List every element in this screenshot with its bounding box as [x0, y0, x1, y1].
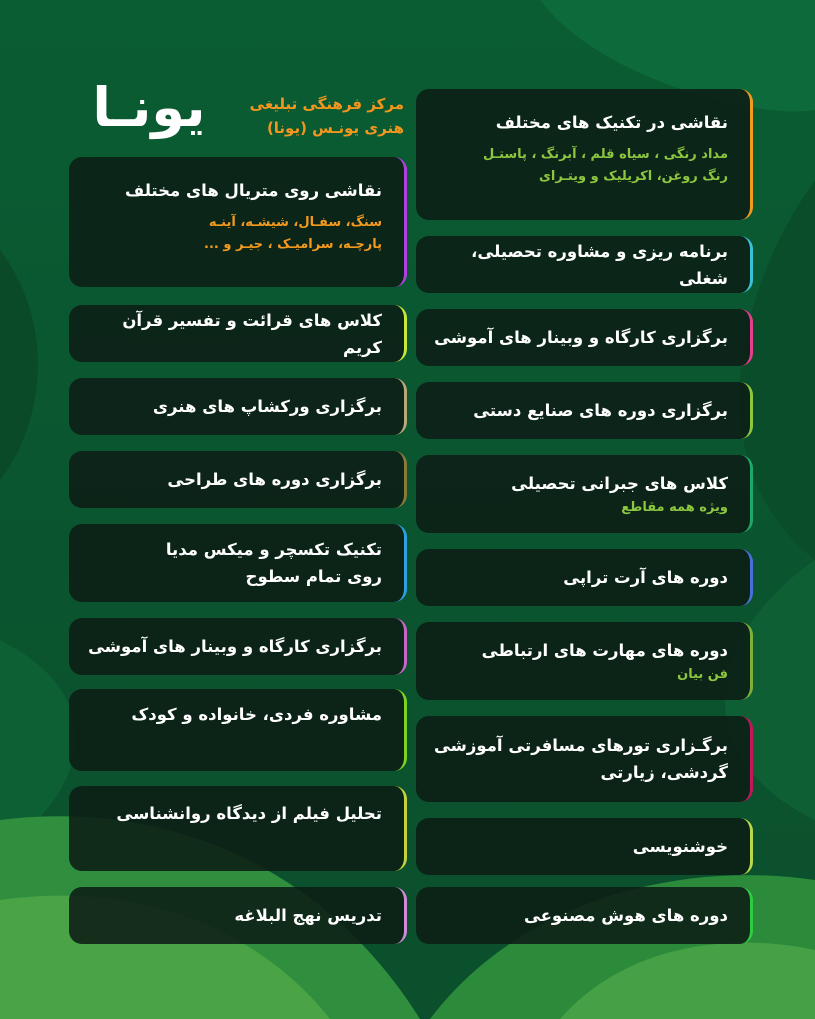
service-title: کلاس های جبرانی تحصیلی: [511, 473, 728, 493]
service-title-line-2: گردشی، زیارتی: [600, 763, 728, 782]
service-title: برگزاری کارگاه و وبینار های آموشی: [88, 637, 382, 656]
service-card: [69, 524, 407, 602]
service-card: [416, 549, 753, 606]
service-title: برنامه ریزی و مشاوره تحصیلی، شغلی: [471, 241, 728, 288]
service-subtitle: مداد رنگی ، سیاه قلم ، آبرنگ ، پاستـل: [483, 147, 728, 162]
service-title: خوشنویسی: [632, 837, 728, 856]
service-card: [416, 622, 753, 700]
service-title: کلاس های قرائت و تفسیر قرآن کریم: [122, 310, 382, 357]
service-card: [416, 818, 753, 875]
service-card: [69, 887, 407, 944]
service-title: دوره های مهارت های ارتباطی: [481, 640, 728, 660]
service-title: تحلیل فیلم از دیدگاه روانشناسی: [116, 804, 382, 823]
service-card: [416, 89, 753, 220]
service-card: [416, 382, 753, 439]
service-title: برگزاری کارگاه و وبینار های آموشی: [434, 328, 728, 347]
service-card: [69, 451, 407, 508]
service-title: نقاشی روی متریال های مختلف: [125, 181, 382, 200]
service-title: نقاشی در تکنیک های مختلف: [495, 113, 728, 132]
org-line-2: هنری یونـس (یونا): [266, 119, 404, 137]
service-card: [69, 378, 407, 435]
service-card: [416, 716, 753, 802]
service-subtitle: پارچـه، سرامیـک ، جیـر و ...: [204, 237, 382, 252]
service-card: [416, 455, 753, 533]
service-subtitle: رنگ روغن، اکریلیک و ویتـرای: [538, 169, 728, 184]
service-title: برگزاری دوره های طراحی: [167, 470, 382, 489]
service-card: [69, 157, 407, 287]
service-subtitle: فن بیان: [677, 666, 728, 682]
service-card: [69, 305, 407, 362]
brand-logo: یونـا: [92, 76, 206, 139]
service-subtitle: ویژه همه مقاطع: [621, 499, 728, 515]
service-title: دوره های هوش مصنوعی: [523, 906, 728, 925]
service-card: [69, 689, 407, 771]
service-card: [416, 236, 753, 293]
service-card: [69, 786, 407, 871]
service-subtitle: سنگ، سفـال، شیشـه، آینـه: [208, 215, 382, 230]
service-title: برگزاری دوره های صنایع دستی: [473, 401, 728, 420]
service-card: [416, 887, 753, 944]
service-title: برگزاری ورکشاپ های هنری: [152, 397, 382, 416]
org-line-1: مرکز فرهنگی تبلیغی: [249, 95, 404, 113]
service-title: دوره های آرت تراپی: [563, 568, 728, 587]
organization-name: [232, 92, 404, 140]
service-card: [416, 309, 753, 366]
service-title: برگـزاری تورهای مسافرتی آموزشی: [433, 736, 728, 755]
service-title-line-2: روی تمام سطوح: [245, 567, 382, 586]
service-title: مشاوره فردی، خانواده و کودک: [131, 705, 382, 724]
service-title: تدریس نهج البلاغه: [234, 906, 382, 925]
service-card: [69, 618, 407, 675]
service-title: تکنیک تکسچر و میکس مدیا: [165, 540, 382, 559]
